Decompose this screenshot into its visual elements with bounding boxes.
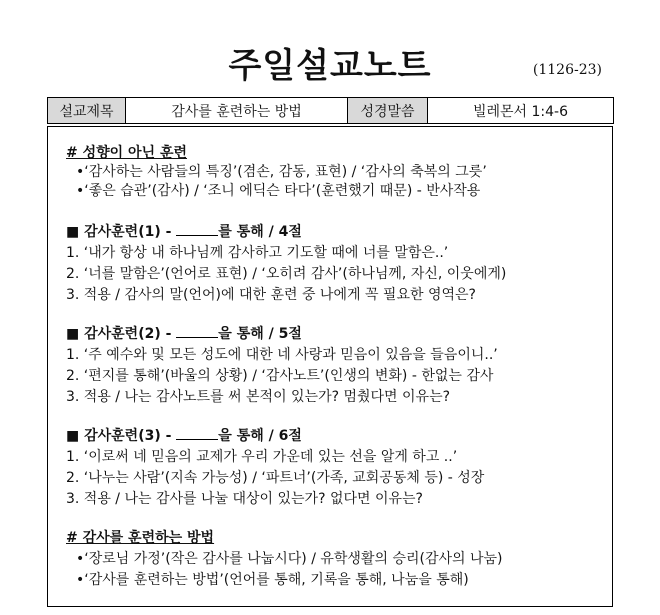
verse-value: 빌레몬서 1:4-6	[428, 98, 614, 124]
fill-in-blank	[176, 223, 218, 236]
verse-label: 성경말씀	[348, 98, 428, 124]
list-item: •‘좋은 습관’(감사) / ‘조니 에딕슨 타다’(훈련했기 때문) - 반사작용	[76, 183, 481, 199]
page-title: 주일설교노트	[228, 46, 432, 86]
section-heading-training-3	[66, 427, 302, 445]
heading-text: # 감사를 훈련하는 방법	[66, 530, 215, 546]
section-heading-training-2	[66, 325, 302, 343]
note-code: (1126-23)	[532, 62, 602, 78]
subject-label: 설교제목	[48, 98, 126, 124]
heading-text: # 성향이 아닌 훈련	[66, 145, 188, 161]
subject-value: 감사를 훈련하는 방법	[126, 98, 348, 124]
section-heading-training-1	[66, 223, 302, 241]
heading-text: 을 통해 / 6절	[218, 428, 302, 444]
list-item: 1. ‘주 예수와 및 모든 성도에 대한 네 사랑과 믿음이 있음을 들음이니..’	[66, 347, 498, 363]
list-item: 2. ‘편지를 통해’(바울의 상황) / ‘감사노트’(인생의 변화) - 한없는 감사	[66, 368, 494, 384]
list-item: 3. 적용 / 감사의 말(언어)에 대한 훈련 중 나에게 꼭 필요한 영역은?	[66, 287, 476, 303]
list-item: •‘장로님 가정’(작은 감사를 나눕시다) / 유학생활의 승리(감사의 나눔)	[76, 551, 503, 567]
heading-text: 을 통해 / 5절	[218, 326, 302, 342]
heading-text: ■ 감사훈련(2) -	[66, 326, 177, 342]
list-item: 2. ‘너를 말함은’(언어로 표현) / ‘오히려 감사’(하나님께, 자신, 이웃에게)	[66, 266, 507, 282]
list-item: •‘감사하는 사람들의 특징’(겸손, 감동, 표현) / ‘감사의 축복의 그릇’	[76, 164, 487, 180]
list-item: 1. ‘내가 항상 내 하나님께 감사하고 기도할 때에 너를 말함은..’	[66, 245, 449, 261]
section-heading-tendency	[66, 144, 187, 162]
list-item: 2. ‘나누는 사람’(지속 가능성) / ‘파트너’(가족, 교회공동체 등) - 성장	[66, 470, 485, 486]
fill-in-blank	[176, 427, 218, 440]
list-item: 3. 적용 / 나는 감사를 나눌 대상이 있는가? 없다면 이유는?	[66, 491, 423, 507]
section-heading-method	[66, 529, 214, 547]
heading-text: ■ 감사훈련(1) -	[66, 224, 177, 240]
sermon-header-table	[47, 97, 614, 124]
list-item: 1. ‘이로써 네 믿음의 교제가 우리 가운데 있는 선을 알게 하고 ..’	[66, 449, 458, 465]
heading-text: 를 통해 / 4절	[218, 224, 302, 240]
list-item: 3. 적용 / 나는 감사노트를 써 본적이 있는가? 멈췄다면 이유는?	[66, 389, 451, 405]
heading-text: ■ 감사훈련(3) -	[66, 428, 177, 444]
fill-in-blank	[176, 325, 218, 338]
notes-box	[47, 126, 613, 607]
list-item: •‘감사를 훈련하는 방법’(언어를 통해, 기록을 통해, 나눔을 통해)	[76, 572, 469, 588]
